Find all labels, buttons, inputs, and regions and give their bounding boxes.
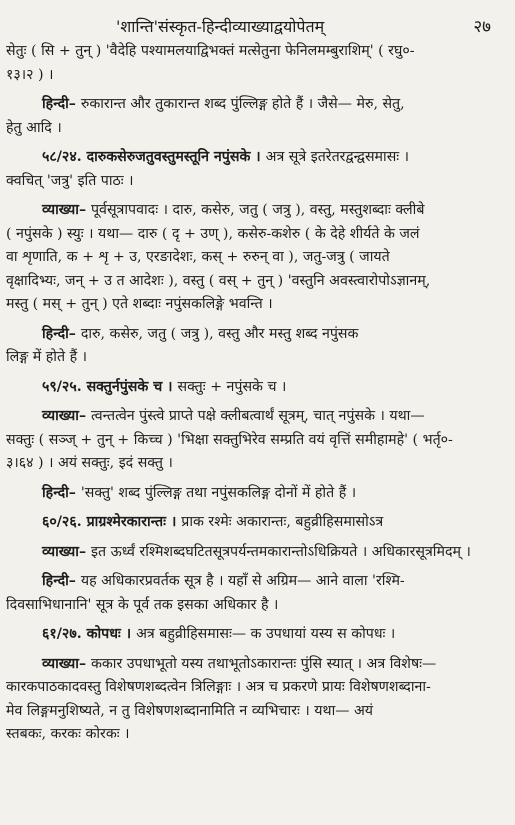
sutra-text: कोपधः । bbox=[86, 626, 137, 642]
sutra-number: ६१/२७. bbox=[42, 626, 87, 642]
line-text: अत्र सूत्रे इतरेतरद्वन्द्वसमासः । bbox=[265, 149, 410, 165]
text-line bbox=[6, 270, 505, 294]
line-text: कारकपाठकादवस्तु विशेषणशब्दत्वेन त्रिलिङ्गाः । अत्र च प्रकरणे प्रायः विशेषणशब्दाना- bbox=[6, 679, 431, 695]
line-text: वा शृणाति, क + शृ + उ, एरङादेशः, कस् + रुरुन् वा ), जतु-जत्रु ( जायते bbox=[6, 249, 390, 265]
sutra-text: दारुकसेरुजतुवस्तुमस्तूनि नपुंसके । bbox=[86, 149, 266, 165]
text-line bbox=[6, 199, 505, 223]
line-text: अत्र बहुव्रीहिसमासः— क उपधायां यस्य स कोपधः । bbox=[136, 626, 396, 642]
line-text: प्राक रश्मेः अकारान्तः, बहुव्रीहिसमासोऽत्र bbox=[181, 514, 384, 530]
text-line bbox=[6, 323, 505, 347]
line-text: सक्तुः + नपुंसके च । bbox=[177, 378, 287, 395]
line-text: ( नपुंसके ) स्युः । यथा— दारु ( दृ + उण् ), कसेरु-कशेरु ( के देहे शीर्यते के जलं bbox=[6, 225, 420, 242]
line-text: त्वन्तत्वेन पुंस्त्वे प्राप्ते पक्षे क्लीबत्वार्थं सूत्रम्, चात् नपुंसके । यथा— bbox=[91, 408, 425, 424]
text-line bbox=[6, 676, 505, 700]
line-text: यह अधिकारप्रवर्तक सूत्र है । यहाँ से अग्रिम— आने वाला 'रश्मि- bbox=[80, 573, 405, 589]
section-label: हिन्दी– bbox=[42, 96, 81, 112]
page-number: २७ bbox=[473, 17, 491, 37]
text-block-vyakhya61 bbox=[6, 653, 505, 747]
text-line bbox=[6, 293, 505, 317]
text-block-hindi60 bbox=[6, 570, 505, 617]
text-line bbox=[6, 452, 505, 476]
section-label: व्याख्या– bbox=[42, 543, 91, 560]
section-label: हिन्दी– bbox=[42, 484, 81, 501]
line-text: दिवसाभिधानानि' सूत्र के पूर्व तक इसका अधिकार है । bbox=[6, 596, 279, 613]
text-line bbox=[6, 541, 505, 565]
text-line bbox=[6, 346, 505, 370]
sutra-number: ५८/२४. bbox=[42, 149, 87, 165]
text-line bbox=[6, 117, 505, 141]
text-line bbox=[6, 653, 505, 677]
text-block-s59 bbox=[6, 376, 505, 400]
text-block-hindi59 bbox=[6, 482, 505, 506]
page-header bbox=[6, 0, 505, 37]
text-line bbox=[6, 170, 505, 194]
sutra-number: ६०/२६. bbox=[42, 514, 87, 530]
line-text: ३।६४ ) । अयं सक्तुः, इदं सक्तु । bbox=[6, 455, 173, 471]
text-block-hindi58 bbox=[6, 323, 505, 370]
line-text: १३।२ ) । bbox=[6, 66, 54, 83]
line-text: 'सक्तु' शब्द पुंल्लिङ्ग तथा नपुंसकलिङ्ग दोनों में होते हैं । bbox=[80, 484, 357, 501]
text-line bbox=[6, 40, 505, 64]
text-block-vyakhya58 bbox=[6, 199, 505, 317]
page-body bbox=[6, 40, 505, 747]
text-line bbox=[6, 246, 505, 270]
section-label: व्याख्या– bbox=[42, 655, 91, 672]
text-block-vyakhya59 bbox=[6, 405, 505, 476]
text-block-s61 bbox=[6, 623, 505, 647]
line-text: दारु, कसेरु, जतु ( जत्रु ), वस्तु और मस्तु शब्द नपुंसक bbox=[80, 325, 359, 342]
text-line bbox=[6, 429, 505, 453]
line-text: क्वचित् 'जत्रु' इति पाठः । bbox=[6, 172, 134, 189]
text-line bbox=[6, 723, 505, 747]
text-line bbox=[6, 223, 505, 247]
sutra-text: सक्तुर्नपुंसके च । bbox=[86, 378, 178, 395]
text-block-setu bbox=[6, 40, 505, 87]
line-text: रुकारान्त और तुकारान्त शब्द पुंल्लिङ्ग होते हैं । जैसे— मेरु, सेतु, bbox=[80, 96, 405, 112]
line-text: ककार उपधाभूतो यस्य तथाभूतोऽकारान्तः पुंसि स्यात् । अत्र विशेषः— bbox=[91, 655, 437, 672]
section-label: हिन्दी– bbox=[42, 573, 81, 589]
line-text: मस्तु ( मस् + तुन् ) एते शब्दाः नपुंसकलिङ्गे भवन्ति । bbox=[6, 296, 273, 312]
line-text: लिङ्ग में होते हैं । bbox=[6, 349, 88, 365]
line-text: वृक्षादिभ्यः, जन् + उ त आदेशः ), वस्तु ( वस् + तुन् ) 'वस्तुनि अवस्त्वारोपोऽज्ञानम्, bbox=[6, 272, 431, 289]
sutra-number: ५९/२५. bbox=[42, 378, 87, 395]
text-line bbox=[6, 93, 505, 117]
running-title: 'शान्ति'संस्कृत-हिन्दीव्याख्याद्वयोपेतम् bbox=[116, 17, 325, 36]
section-label: व्याख्या– bbox=[42, 408, 91, 424]
section-label: हिन्दी– bbox=[42, 325, 81, 342]
text-line bbox=[6, 594, 505, 618]
text-line bbox=[6, 623, 505, 647]
line-text: इत ऊर्ध्वं रश्मिशब्दघटितसूत्रपर्यन्तमकारान्तोऽधिक्रियते । अधिकारसूत्रमिदम् । bbox=[91, 543, 471, 560]
text-line bbox=[6, 146, 505, 170]
line-text: हेतु आदि । bbox=[6, 119, 62, 136]
line-text: सेतुः ( सि + तुन् ) 'वैदेहि पश्यामलयाद्विभक्तं मत्सेतुना फेनिलमम्बुराशिम्' ( रघु०- bbox=[6, 43, 415, 59]
text-block-hindi1 bbox=[6, 93, 505, 140]
section-label: व्याख्या– bbox=[42, 202, 91, 218]
text-line bbox=[6, 64, 505, 88]
line-text: पूर्वसूत्रापवादः । दारु, कसेरु, जतु ( जत्रु ), वस्तु, मस्तुशब्दाः क्लीबे bbox=[91, 202, 425, 218]
line-text: मेव लिङ्गमनुशिष्यते, न तु विशेषणशब्दानामिति न व्यभिचारः । यथा— अयं bbox=[6, 702, 374, 719]
text-line bbox=[6, 511, 505, 535]
text-line bbox=[6, 570, 505, 594]
text-line bbox=[6, 376, 505, 400]
text-block-vyakhya60 bbox=[6, 541, 505, 565]
text-block-s60 bbox=[6, 511, 505, 535]
text-block-s58 bbox=[6, 146, 505, 193]
line-text: स्तबकः, करकः कोरकः । bbox=[6, 726, 130, 742]
line-text: सक्तुः ( सञ्ज् + तुन् + किच्च ) 'भिक्षा सक्तुभिरेव सम्प्रति वयं वृत्तिं समीहामहे' ( भर्तृ०- bbox=[6, 431, 453, 448]
text-line bbox=[6, 405, 505, 429]
text-line bbox=[6, 482, 505, 506]
text-line bbox=[6, 700, 505, 724]
sutra-text: प्राग्रश्मेरकारान्तः । bbox=[86, 514, 182, 530]
